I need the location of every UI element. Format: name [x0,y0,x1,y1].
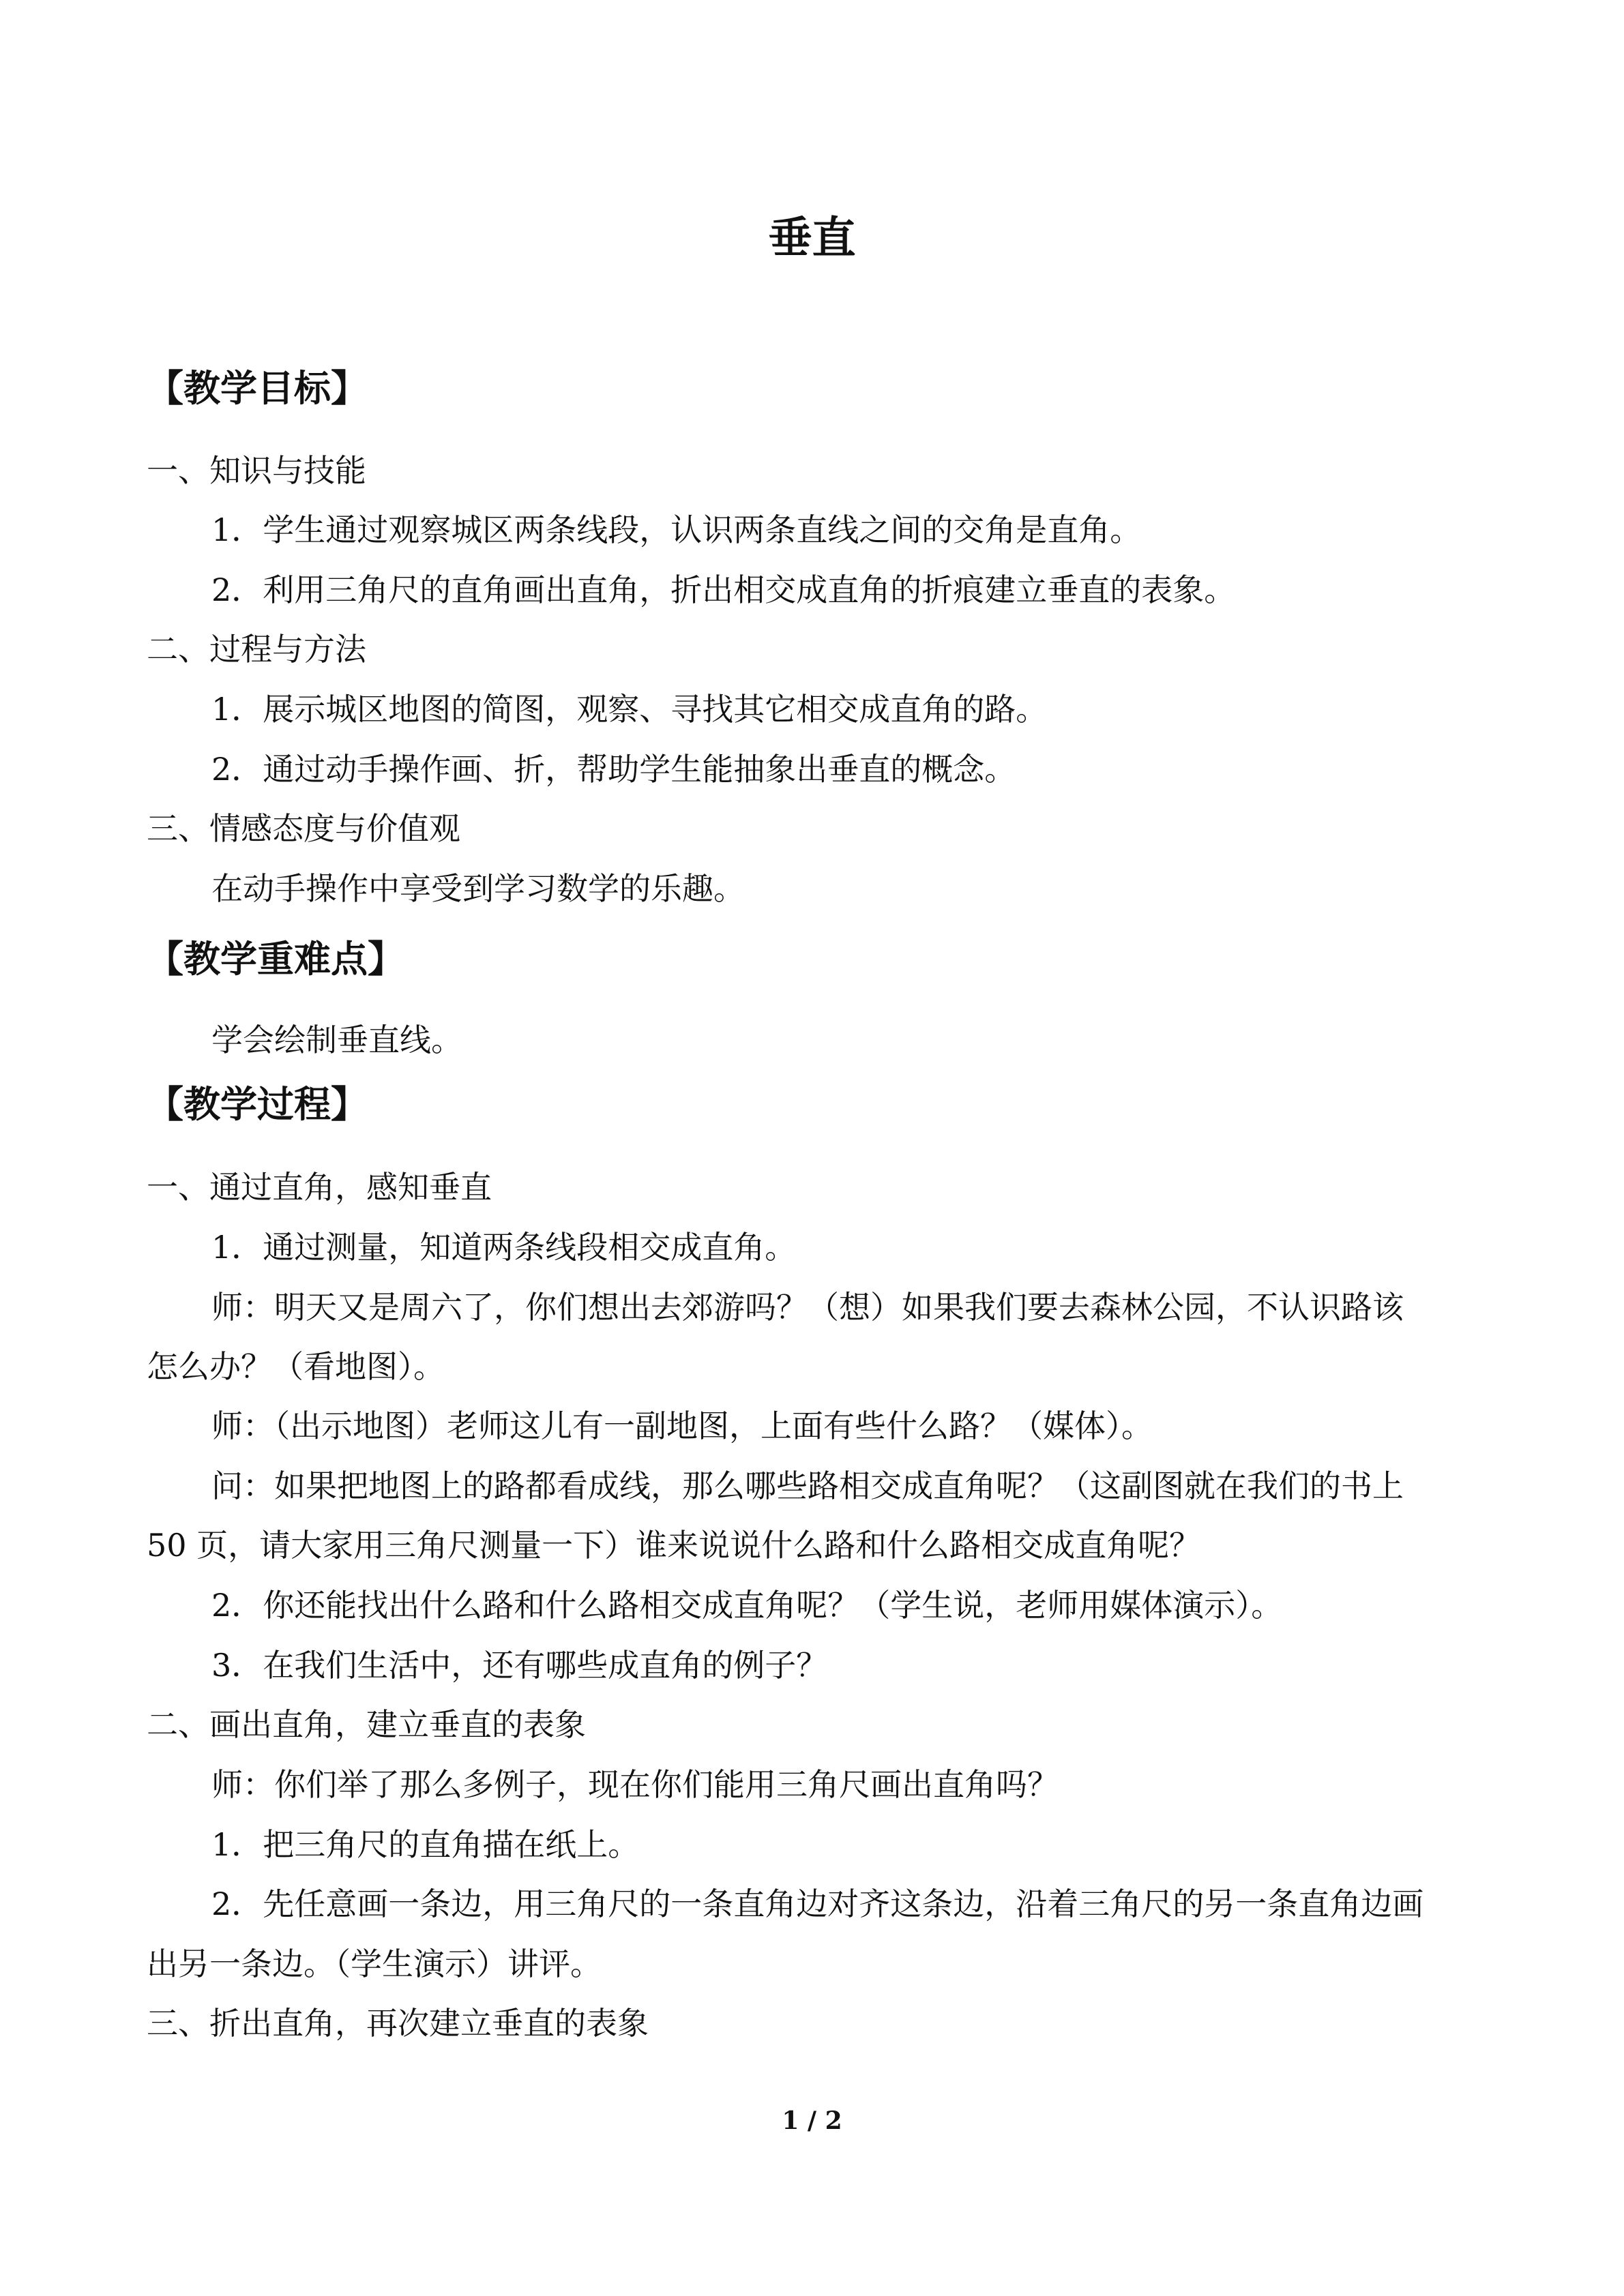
process-line: 怎么办？（看地图）。 [147,1348,445,1385]
process-line: 1．通过测量，知道两条线段相交成直角。 [211,1229,797,1266]
process-line: 2．你还能找出什么路和什么路相交成直角呢？（学生说，老师用媒体演示）。 [211,1587,1283,1624]
section-heading-objectives: 【教学目标】 [147,367,368,410]
page-title: 垂直 [768,213,856,264]
objectives-line: 在动手操作中享受到学习数学的乐趣。 [211,870,745,907]
objectives-line: 1．展示城区地图的简图，观察、寻找其它相交成直角的路。 [211,691,1048,728]
objectives-line: 一、知识与技能 [147,452,366,489]
key-points-line: 学会绘制垂直线。 [211,1022,462,1058]
objectives-line: 1．学生通过观察城区两条线段，认识两条直线之间的交角是直角。 [211,511,1142,548]
process-line: 问：如果把地图上的路都看成线，那么哪些路相交成直角呢？（这副图就在我们的书上 [211,1467,1404,1504]
process-line: 1．把三角尺的直角描在纸上。 [211,1826,640,1863]
process-line: 出另一条边。（学生演示）讲评。 [147,1945,602,1982]
objectives-line: 2．通过动手操作画、折，帮助学生能抽象出垂直的概念。 [211,751,1016,788]
process-line: 师：（出示地图）老师这儿有一副地图，上面有些什么路？（媒体）。 [211,1407,1153,1444]
objectives-line: 三、情感态度与价值观 [147,810,460,847]
objectives-line: 二、过程与方法 [147,631,366,668]
process-line: 2．先任意画一条边，用三角尺的一条直角边对齐这条边，沿着三角尺的另一条直角边画 [211,1885,1424,1922]
process-line: 3．在我们生活中，还有哪些成直角的例子？ [211,1647,828,1684]
section-heading-key-points: 【教学重难点】 [147,938,404,981]
process-line: 师：明天又是周六了，你们想出去郊游吗？（想）如果我们要去森林公园，不认识路该 [211,1289,1404,1326]
section-heading-process: 【教学过程】 [147,1083,368,1126]
process-line: 50 页，请大家用三角尺测量一下）谁来说说什么路和什么路相交成直角呢？ [147,1527,1201,1564]
objectives-line: 2．利用三角尺的直角画出直角，折出相交成直角的折痕建立垂直的表象。 [211,571,1236,608]
process-line: 三、折出直角，再次建立垂直的表象 [147,2005,649,2042]
process-line: 二、画出直角，建立垂直的表象 [147,1706,586,1743]
process-line: 师：你们举了那么多例子，现在你们能用三角尺画出直角吗？ [211,1766,1059,1803]
page-number: 1 / 2 [782,2106,842,2135]
process-line: 一、通过直角，感知垂直 [147,1169,492,1206]
